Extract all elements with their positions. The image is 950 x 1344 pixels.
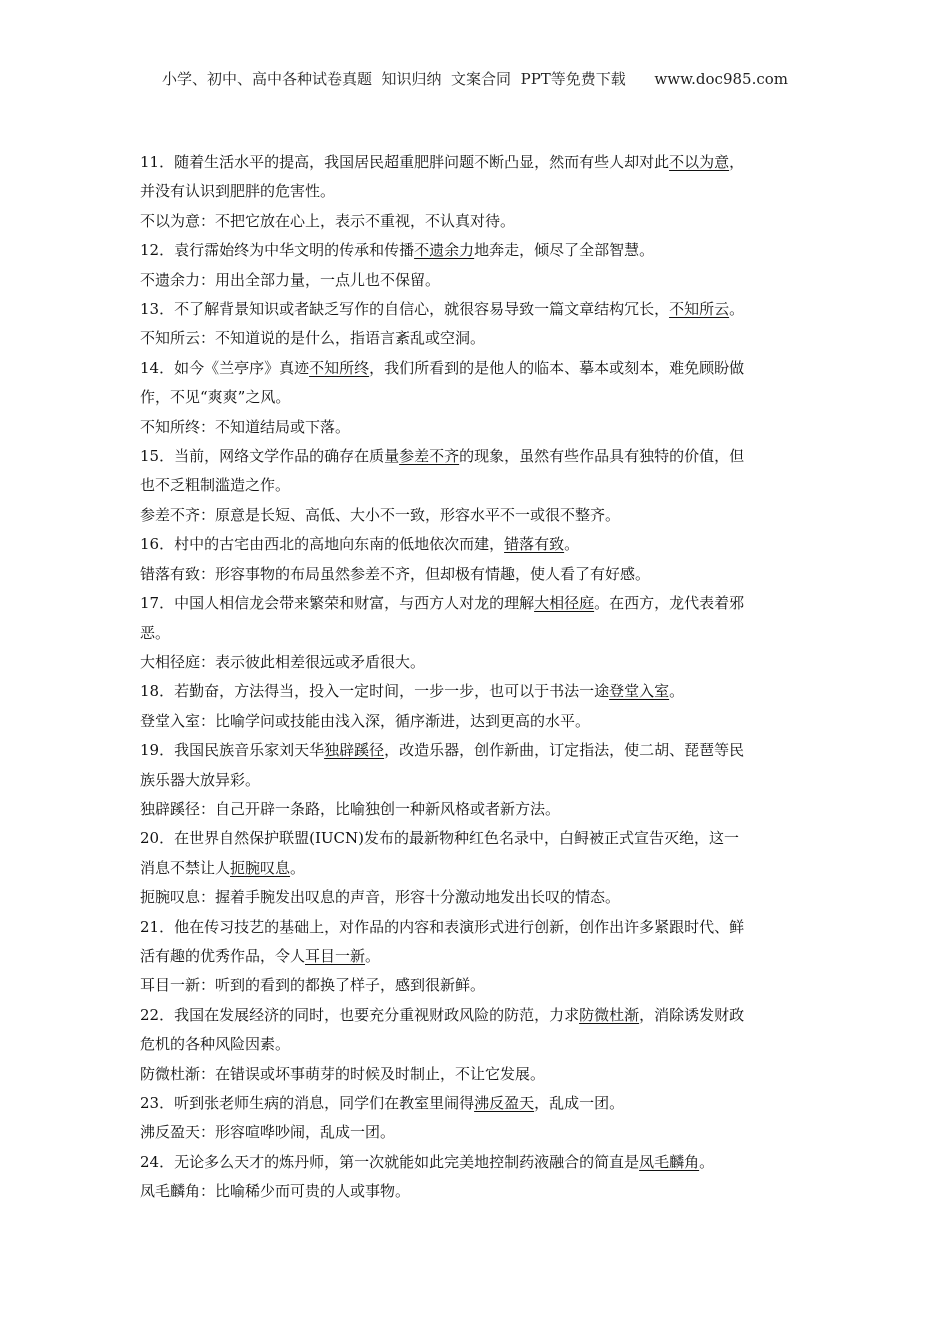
text-line — [140, 1118, 812, 1147]
text-line — [140, 883, 812, 912]
line-text: 。 — [564, 535, 580, 554]
line-text: 沸反盈天：形容喧哗吵闹，乱成一团。 — [140, 1123, 396, 1142]
line-text: 耳目一新：听到的看到的都换了样子，感到很新鲜。 — [140, 976, 486, 995]
text-line — [140, 619, 812, 648]
text-line — [140, 971, 812, 1000]
line-text: 。 — [365, 946, 381, 965]
line-text: 活有趣的优秀作品，令人 — [140, 946, 306, 965]
line-text: 16．村中的古宅由西北的高地向东南的低地依次而建， — [140, 535, 505, 554]
text-line — [140, 177, 812, 206]
line-text: 登堂入室：比喻学问或技能由浅入深，循序渐进，达到更高的水平。 — [140, 711, 591, 730]
line-text: 。在西方，龙代表着邪 — [594, 594, 745, 613]
header-text: 小学、初中、高中各种试卷真题 知识归纳 文案合同 PPT等免费下载 — [161, 70, 626, 88]
line-text: 也不乏粗制滥造之作。 — [140, 476, 291, 495]
line-text: 独辟蹊径：自己开辟一条路，比喻独创一种新风格或者新方法。 — [140, 799, 561, 818]
text-line — [140, 324, 812, 353]
text-line — [140, 824, 812, 853]
line-text: 23．听到张老师生病的消息，同学们在教室里闹得 — [140, 1094, 475, 1112]
text-line — [140, 589, 812, 618]
text-line — [140, 354, 812, 383]
text-line — [140, 413, 812, 442]
line-text: 的现象，虽然有些作品具有独特的价值，但 — [459, 447, 745, 466]
line-text: 不以为意：不把它放在心上，表示不重视，不认真对待。 — [140, 211, 516, 230]
line-text: 不遗余力：用出全部力量，一点儿也不保留。 — [140, 270, 441, 289]
idiom-underlined: 独辟蹊径 — [324, 741, 385, 760]
line-text: 24．无论多么天才的炼丹师，第一次就能如此完美地控制药液融合的简直是 — [140, 1152, 640, 1171]
text-line — [140, 1148, 812, 1177]
line-text: 恶。 — [140, 623, 171, 642]
line-text: 地奔走，倾尽了全部智慧。 — [474, 241, 655, 260]
line-text: 19．我国民族音乐家刘天华 — [140, 741, 325, 760]
line-text: 12．袁行霈始终为中华文明的传承和传播 — [140, 241, 415, 260]
idiom-underlined: 参差不齐 — [399, 447, 460, 466]
text-line — [140, 266, 812, 295]
text-line — [140, 766, 812, 795]
text-line — [140, 942, 812, 971]
idiom-underlined: 沸反盈天 — [474, 1094, 535, 1112]
text-line — [140, 913, 812, 942]
idiom-underlined: 不以为意 — [669, 153, 730, 171]
line-text: 13．不了解背景知识或者缺乏写作的自信心，就很容易导致一篇文章结构冗长， — [140, 300, 670, 319]
line-text: 18．若勤奋，方法得当，投入一定时间，一步一步，也可以于书法一途 — [140, 682, 610, 701]
line-text: 20．在世界自然保护联盟(IUCN)发布的最新物种红色名录中，白鲟被正式宣告灭绝，这一 — [140, 829, 739, 848]
idiom-underlined: 不知所云 — [669, 300, 730, 319]
text-line — [140, 560, 812, 589]
line-text: 22．我国在发展经济的同时，也要充分重视财政风险的防范，力求 — [140, 1005, 580, 1024]
idiom-underlined: 扼腕叹息 — [230, 858, 291, 877]
text-line — [140, 383, 812, 412]
text-line — [140, 442, 812, 471]
text-line — [140, 1177, 812, 1206]
idiom-underlined: 错落有致 — [504, 535, 565, 554]
line-text: 不知所终：不知道结局或下落。 — [140, 417, 351, 436]
header-site-url: www.doc985.com — [654, 70, 788, 88]
line-text: 防微杜渐：在错误或坏事萌芽的时候及时制止，不让它发展。 — [140, 1064, 546, 1083]
idiom-underlined: 防微杜渐 — [579, 1005, 640, 1024]
line-text: 并没有认识到肥胖的危害性。 — [140, 182, 336, 201]
text-line — [140, 148, 812, 177]
text-line — [140, 677, 812, 706]
line-text: 21．他在传习技艺的基础上，对作品的内容和表演形式进行创新，创作出许多紧跟时代、鲜 — [140, 917, 745, 936]
line-text: 参差不齐：原意是长短、高低、大小不一致，形容水平不一或很不整齐。 — [140, 505, 621, 524]
page-header — [0, 68, 950, 89]
text-line — [140, 501, 812, 530]
line-text: 。 — [669, 682, 685, 701]
line-text: 。 — [729, 300, 745, 319]
text-line — [140, 295, 812, 324]
text-line — [140, 471, 812, 500]
text-line — [140, 1001, 812, 1030]
idiom-underlined: 不遗余力 — [414, 241, 475, 260]
line-text: 错落有致：形容事物的布局虽然参差不齐，但却极有情趣，使人看了有好感。 — [140, 564, 651, 583]
line-text: 作，不见“爽爽”之风。 — [140, 388, 291, 407]
text-line — [140, 707, 812, 736]
text-line — [140, 236, 812, 265]
line-text: 危机的各种风险因素。 — [140, 1035, 291, 1054]
text-line — [140, 736, 812, 765]
line-text: 。 — [290, 858, 306, 877]
line-text: 扼腕叹息：握着手腕发出叹息的声音，形容十分激动地发出长叹的情态。 — [140, 888, 621, 907]
text-line — [140, 530, 812, 559]
text-line — [140, 1060, 812, 1089]
line-text: 17．中国人相信龙会带来繁荣和财富，与西方人对龙的理解 — [140, 594, 535, 613]
text-line — [140, 854, 812, 883]
text-line — [140, 795, 812, 824]
idiom-underlined: 凤毛麟角 — [639, 1152, 700, 1171]
line-text: 。 — [699, 1152, 715, 1171]
text-line — [140, 1030, 812, 1059]
line-text: ，我们所看到的是他人的临本、摹本或刻本，难免顾盼做 — [369, 358, 745, 377]
line-text: 14．如今《兰亭序》真迹 — [140, 358, 310, 377]
line-text: 消息不禁让人 — [140, 858, 231, 877]
idiom-underlined: 登堂入室 — [609, 682, 670, 701]
vocabulary-list — [140, 148, 812, 1207]
line-text: ， — [729, 153, 745, 171]
idiom-underlined: 耳目一新 — [305, 946, 366, 965]
text-line — [140, 648, 812, 677]
text-line — [140, 1089, 812, 1118]
idiom-underlined: 不知所终 — [309, 358, 370, 377]
line-text: 11．随着生活水平的提高，我国居民超重肥胖问题不断凸显，然而有些人却对此 — [140, 153, 670, 171]
line-text: 不知所云：不知道说的是什么，指语言紊乱或空洞。 — [140, 329, 486, 348]
line-text: 凤毛麟角：比喻稀少而可贵的人或事物。 — [140, 1182, 411, 1201]
text-line — [140, 207, 812, 236]
line-text: ，乱成一团。 — [534, 1094, 625, 1112]
line-text: ，消除诱发财政 — [639, 1005, 745, 1024]
idiom-underlined: 大相径庭 — [534, 594, 595, 613]
line-text: ，改造乐器，创作新曲，订定指法，使二胡、琵琶等民 — [384, 741, 745, 760]
line-text: 族乐器大放异彩。 — [140, 770, 261, 789]
line-text: 15．当前，网络文学作品的确存在质量 — [140, 447, 400, 466]
line-text: 大相径庭：表示彼此相差很远或矛盾很大。 — [140, 652, 426, 671]
